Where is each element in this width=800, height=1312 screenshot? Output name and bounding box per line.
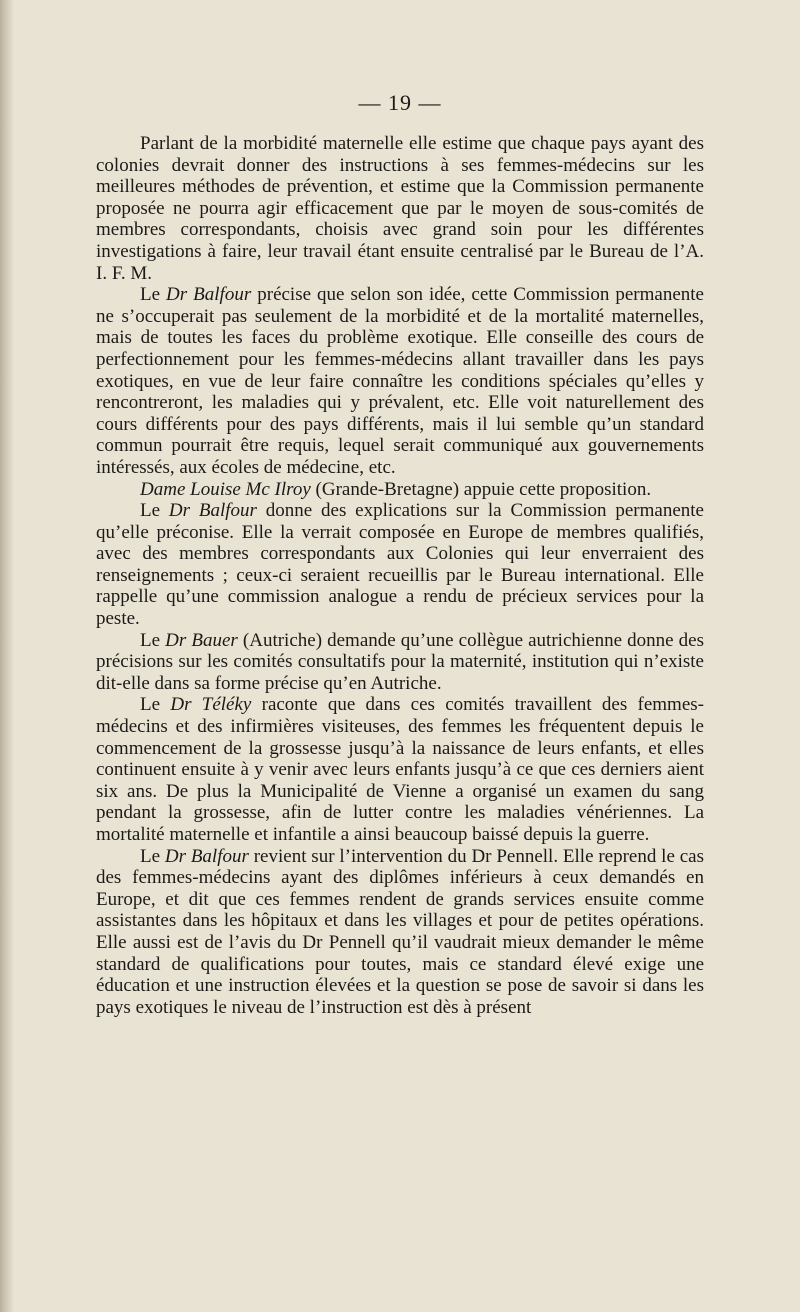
speaker-name-teleky: Dr Téléky [170, 694, 252, 716]
page-number: — 19 — [358, 90, 442, 115]
document-body [96, 133, 704, 1018]
paragraph-7-text: revient sur l’intervention du Dr Pennell. Elle reprend le cas des femmes-médecins ayant des diplômes inférieurs à ceux demandés en Europe, et dit que ces femmes rendent de grands services ensuite comme assistantes dans les hôpitaux et dans les villages et pour de petites opérations. Elle aussi est de l’avis du Dr Pennell qu’il vaudrait mieux demander le même standard de qualifications pour toutes, mais ce standard élevé exige une éducation et une instruction élevées et la question se pose de savoir si dans les pays exotiques le niveau de l’instruction est dès à présent [96, 845, 704, 1018]
speaker-name-mc-ilroy: Dame Louise Mc Ilroy [140, 478, 311, 500]
paragraph-3 [96, 479, 704, 501]
paragraph-2-text: précise que selon son idée, cette Commission permanente ne s’occuperait pas seulement de la morbidité et de la mortalité maternelles, mais de toutes les faces du problème exotique. Elle conseille des cours de perfectionnement pour les femmes-médecins allant travailler dans les pays exotiques, en vue de leur faire connaître les conditions spéciales qu’elles y rencontreront, les maladies qui y prévalent, etc. Elle voit naturellement des cours différents pour des pays différents, mais il lui semble qu’un standard commun pourrait être requis, lequel serait communiqué aux gouvernements intéressés, aux écoles de médecine, etc. [96, 284, 704, 478]
paragraph-6 [96, 694, 704, 845]
speaker-name-balfour: Dr Balfour [168, 500, 257, 522]
paragraph-6-lead: Le [140, 694, 171, 716]
paragraph-2 [96, 284, 704, 478]
paragraph-1 [96, 133, 704, 284]
paragraph-5-lead: Le [140, 629, 166, 651]
paragraph-5-text: (Autriche) demande qu’une collègue autrichienne donne des précisions sur les comités consultatifs pour la maternité, institution qui n’existe dit-elle dans sa forme précise qu’en Autriche. [96, 629, 704, 694]
paragraph-4-text: donne des explications sur la Commission permanente qu’elle préconise. Elle la verrait composée en Europe de membres qualifiés, avec des membres correspondants aux Colonies qui leur enverraient des renseignements ; ceux-ci seraient recueillis par le Bureau international. Elle rappelle qu’une commission analogue a rendu de précieux services pour la peste. [96, 500, 704, 630]
paragraph-3-text: (Grande-Bretagne) appuie cette proposition. [310, 478, 652, 500]
speaker-name-balfour: Dr Balfour [166, 284, 252, 306]
speaker-name-balfour: Dr Balfour [164, 845, 249, 867]
page-binding-edge [0, 0, 14, 1312]
paragraph-4 [96, 500, 704, 630]
paragraph-7-lead: Le [140, 845, 165, 867]
paragraph-4-lead: Le [140, 500, 169, 522]
paragraph-7 [96, 846, 704, 1019]
paragraph-6-text: raconte que dans ces comités travaillent des femmes-médecins et des infirmières visiteuses, des femmes les fréquentent depuis le commencement de la grossesse jusqu’à la naissance de leurs enfants, et elles continuent ensuite à y venir avec leurs enfants jusqu’à ce que ces derniers aient six ans. De plus la Municipalité de Vienne a organisé un examen du sang pendant la grossesse, afin de lutter contre les maladies vénériennes. La mortalité maternelle et infantile a ainsi beaucoup baissé depuis la guerre. [96, 694, 704, 845]
paragraph-5 [96, 630, 704, 695]
paragraph-1-text: Parlant de la morbidité maternelle elle estime que chaque pays ayant des colonies devrait donner des instructions à ses femmes-médecins sur les meilleures méthodes de prévention, et estime que la Commission permanente proposée ne pourra agir efficacement que par le moyen de sous-comités de membres correspondants, choisis avec grand soin pour les différentes investigations à faire, leur travail étant ensuite centralisé par le Bureau de l’A. I. F. M. [96, 133, 704, 284]
speaker-name-bauer: Dr Bauer [165, 629, 238, 651]
paragraph-2-lead: Le [140, 284, 167, 306]
